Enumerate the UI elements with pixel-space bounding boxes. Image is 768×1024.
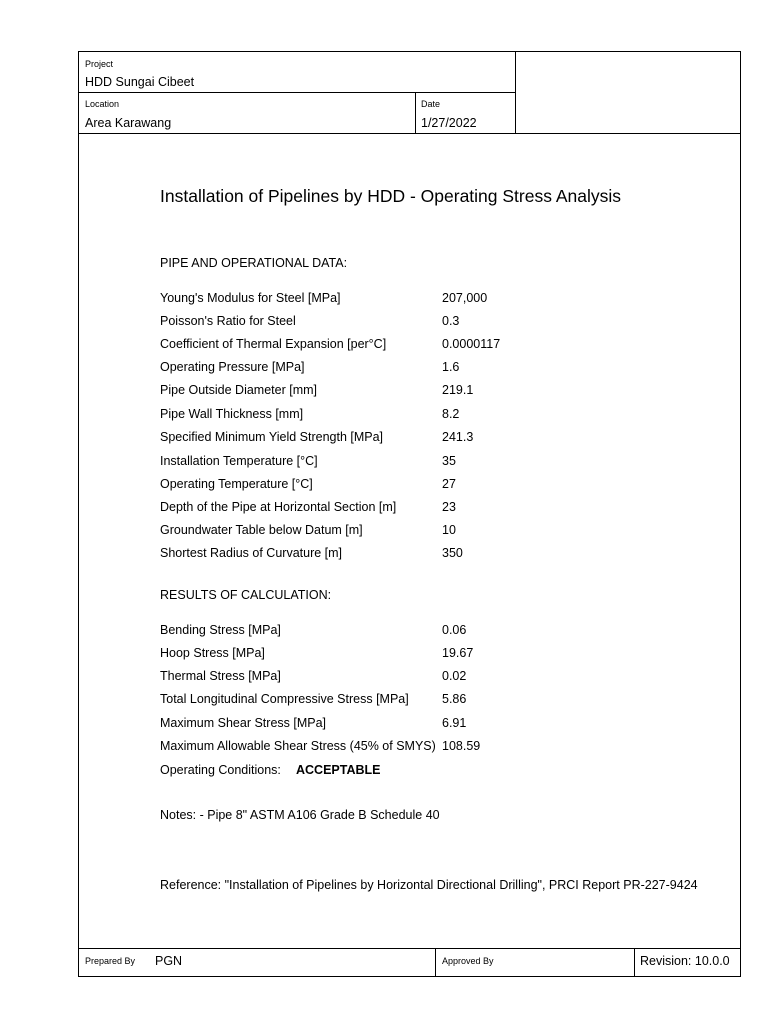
project-label: Project [85, 59, 114, 69]
pipe-row-label: Installation Temperature [°C] [160, 454, 318, 468]
pipe-row-value: 1.6 [442, 360, 460, 374]
footer-vdivider-1 [435, 948, 436, 977]
header-vdivider-date [415, 92, 416, 133]
result-row-value: 0.02 [442, 669, 467, 683]
pipe-row-value: 207,000 [442, 291, 488, 305]
result-row-value: 19.67 [442, 646, 474, 660]
revision-label: Revision: 10.0.0 [640, 954, 730, 968]
operating-conditions-status: ACCEPTABLE [296, 763, 381, 777]
pipe-row-value: 8.2 [442, 407, 460, 421]
pipe-row-label: Operating Pressure [MPa] [160, 360, 305, 374]
result-row-label: Maximum Shear Stress [MPa] [160, 716, 327, 730]
pipe-row-label: Pipe Outside Diameter [mm] [160, 383, 317, 397]
result-row-value: 108.59 [442, 739, 481, 753]
header-divider-1 [79, 92, 515, 93]
date-label: Date [421, 99, 441, 109]
date-value: 1/27/2022 [421, 116, 477, 130]
pipe-row-label: Pipe Wall Thickness [mm] [160, 407, 304, 421]
pipe-row-value: 241.3 [442, 430, 474, 444]
pipe-row-value: 23 [442, 500, 456, 514]
pipe-row-label: Specified Minimum Yield Strength [MPa] [160, 430, 384, 444]
prepared-by-value: PGN [155, 954, 183, 968]
pipe-row-value: 219.1 [442, 383, 474, 397]
result-row-label: Bending Stress [MPa] [160, 623, 281, 637]
footer-divider [79, 948, 741, 949]
pipe-row-value: 27 [442, 477, 456, 491]
result-row-label: Thermal Stress [MPa] [160, 669, 281, 683]
pipe-row-value: 10 [442, 523, 456, 537]
results-heading: RESULTS OF CALCULATION: [160, 588, 332, 602]
notes-text: Notes: - Pipe 8" ASTM A106 Grade B Schedule 40 [160, 808, 440, 822]
pipe-row-value: 0.3 [442, 314, 460, 328]
reference-text: Reference: "Installation of Pipelines by Horizontal Directional Drilling", PRCI Report PR-227-9424 [160, 878, 698, 892]
pipe-row-label: Poisson's Ratio for Steel [160, 314, 296, 328]
project-value: HDD Sungai Cibeet [85, 75, 195, 89]
footer-vdivider-2 [634, 948, 635, 977]
page-title: Installation of Pipelines by HDD - Operating Stress Analysis [160, 186, 622, 206]
result-row-label: Total Longitudinal Compressive Stress [MPa] [160, 692, 409, 706]
location-label: Location [85, 99, 120, 109]
result-row-value: 6.91 [442, 716, 467, 730]
result-row-value: 0.06 [442, 623, 467, 637]
result-row-value: 5.86 [442, 692, 467, 706]
report-sheet [78, 51, 741, 977]
pipe-row-value: 0.0000117 [442, 337, 501, 351]
header-divider-2 [79, 133, 741, 134]
pipe-row-label: Depth of the Pipe at Horizontal Section [m] [160, 500, 397, 514]
pipe-row-value: 350 [442, 546, 463, 560]
pipe-row-label: Young's Modulus for Steel [MPa] [160, 291, 341, 305]
pipe-row-label: Groundwater Table below Datum [m] [160, 523, 363, 537]
pipe-data-heading: PIPE AND OPERATIONAL DATA: [160, 256, 348, 270]
result-row-label: Maximum Allowable Shear Stress (45% of SMYS) [160, 739, 436, 753]
approved-by-label: Approved By [442, 956, 494, 966]
location-value: Area Karawang [85, 116, 172, 130]
pipe-row-label: Operating Temperature [°C] [160, 477, 313, 491]
pipe-row-value: 35 [442, 454, 456, 468]
result-row-label: Hoop Stress [MPa] [160, 646, 265, 660]
pipe-row-label: Coefficient of Thermal Expansion [per°C] [160, 337, 387, 351]
pipe-row-label: Shortest Radius of Curvature [m] [160, 546, 343, 560]
header-vdivider-right [515, 52, 516, 133]
prepared-by-label: Prepared By [85, 956, 136, 966]
operating-conditions-label: Operating Conditions: [160, 763, 281, 777]
